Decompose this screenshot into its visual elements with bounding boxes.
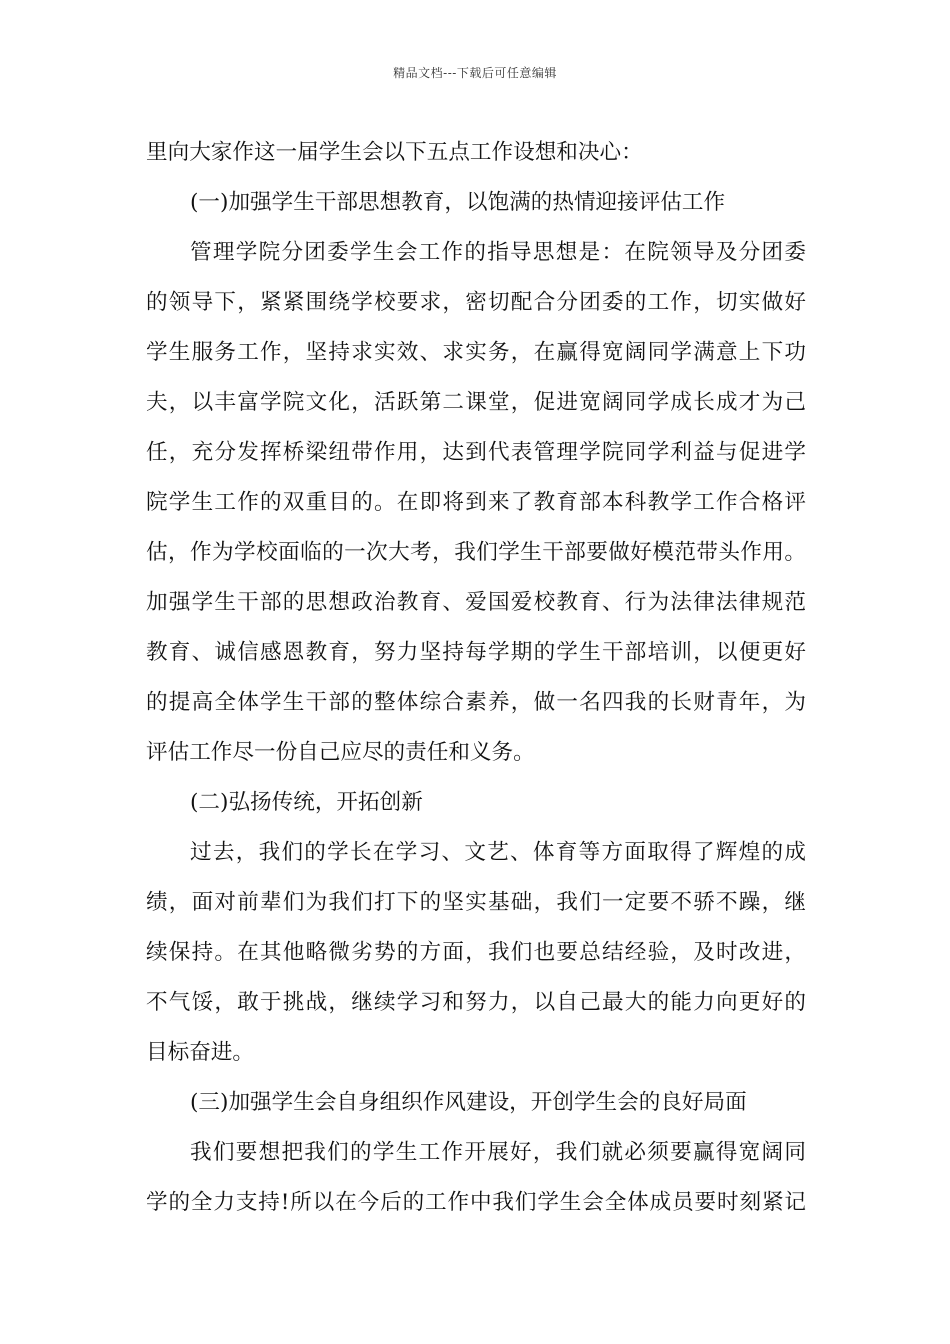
text-line: (一)加强学生干部思想教育，以饱满的热情迎接评估工作 [190,190,726,215]
text-line: 院学生工作的双重目的。在即将到来了教育部本科教学工作合格评 [146,490,806,515]
text-line: 学生服务工作，坚持求实效、求实务，在赢得宽阔同学满意上下功 [146,340,806,365]
text-line: 绩，面对前辈们为我们打下的坚实基础，我们一定要不骄不躁，继 [146,890,806,915]
page-header: 精品文档---下载后可任意编辑 [393,66,557,80]
text-line: 加强学生干部的思想政治教育、爱国爱校教育、行为法律法律规范 [146,590,806,615]
text-line: 管理学院分团委学生会工作的指导思想是：在院领导及分团委 [190,240,806,265]
document-body [146,128,806,1228]
text-line: 评估工作尽一份自己应尽的责任和义务。 [146,740,535,765]
text-line: 里向大家作这一届学生会以下五点工作设想和决心： [146,140,643,165]
text-line: 目标奋进。 [146,1040,254,1065]
text-line: 不气馁，敢于挑战，继续学习和努力，以自己最大的能力向更好的 [146,990,806,1015]
text-line: 的领导下，紧紧围绕学校要求，密切配合分团委的工作，切实做好 [146,290,806,315]
text-line: 估，作为学校面临的一次大考，我们学生干部要做好模范带头作用。 [146,540,806,565]
text-line: 教育、诚信感恩教育，努力坚持每学期的学生干部培训，以便更好 [146,640,806,665]
text-line: (二)弘扬传统，开拓创新 [190,790,423,815]
text-line: 夫，以丰富学院文化，活跃第二课堂，促进宽阔同学成长成才为己 [146,390,806,415]
text-line: 任，充分发挥桥梁纽带作用，达到代表管理学院同学利益与促进学 [146,440,806,465]
text-line: (三)加强学生会自身组织作风建设，开创学生会的良好局面 [190,1090,747,1115]
text-line: 学的全力支持!所以在今后的工作中我们学生会全体成员要时刻紧记 [146,1190,806,1215]
text-line: 续保持。在其他略微劣势的方面，我们也要总结经验，及时改进， [146,940,806,965]
text-line: 我们要想把我们的学生工作开展好，我们就必须要赢得宽阔同 [190,1140,806,1165]
text-line: 的提高全体学生干部的整体综合素养，做一名四我的长财青年，为 [146,690,806,715]
text-line: 过去，我们的学长在学习、文艺、体育等方面取得了辉煌的成 [190,840,806,865]
